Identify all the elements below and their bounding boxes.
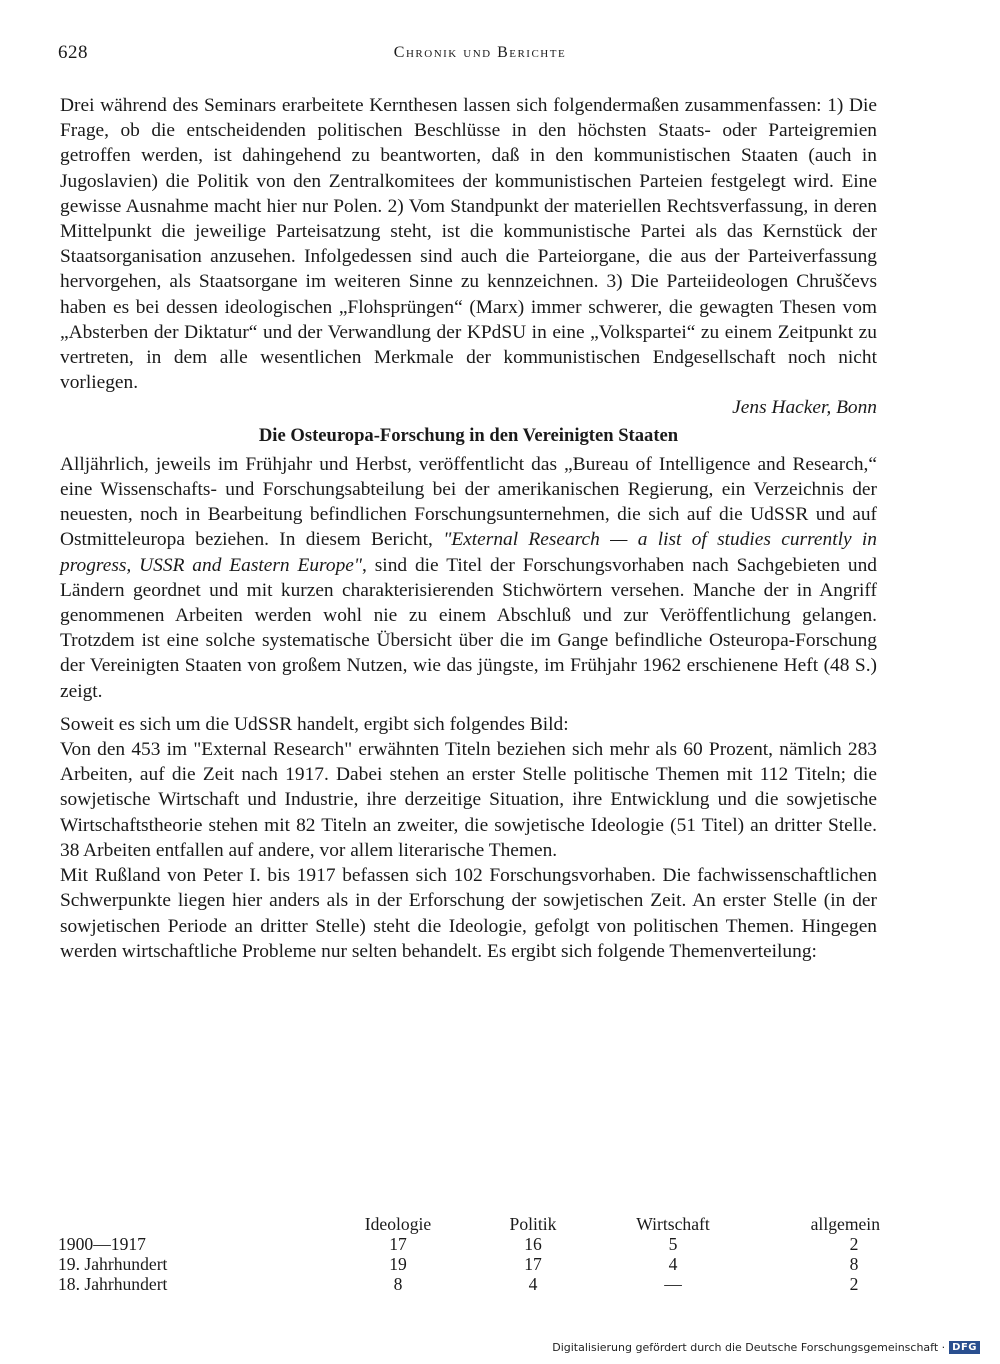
table-cell: 2 (849, 1234, 859, 1254)
seminar-theses-paragraph: Drei während des Seminars erarbeitete Kernthesen lassen sich folgendermaßen zusammenfassen: 1) Die Frage, ob die entscheidenden politischen Beschlüsse in den höchsten Staats- oder Parteigremien getroffen werden, ist dahingehend zu beantworten, daß in den kommunistischen Staaten (auch in Jugoslavien) die Politik von den Zentralkomitees der kommunistischen Parteien festgelegt wird. Eine gewisse Ausnahme macht hier nur Polen. 2) Vom Standpunkt der materiellen Rechtsverfassung, in deren Mittelpunkt die jeweilige Parteisatzung steht, ist die kommunistische Partei als das Kernstück der Staatsorganisation anzusehen. Infolgedessen sind auch die Parteiorgane, die aus der Parteiverfassung hervorgehen, als Staatsorgane im weiteren Sinne zu kennzeichnen. 3) Die Parteiideologen Chruščevs haben es bei dessen ideologischen „Flohsprüngen“ (Marx) immer schwerer, die gewagten Thesen vom „Absterben der Diktatur“ und der Verwandlung der KPdSU in eine „Volkspartei“ zu einem Zeitpunkt zu vertreten, in dem alle wesentlichen Merkmale der kommunistischen Endgesellschaft noch nicht vorliegen. (60, 95, 877, 394)
table-cell: 5 (668, 1234, 678, 1254)
table-row (58, 1254, 880, 1274)
table-header-cell: Ideologie (364, 1214, 432, 1234)
section-heading: Die Osteuropa-Forschung in den Vereinigten Staaten (258, 424, 679, 446)
table-cell: 8 (393, 1274, 403, 1294)
topic-distribution-table (58, 1214, 880, 1294)
dfg-logo: DFG (949, 1341, 980, 1354)
table-header-cell: Politik (509, 1214, 557, 1234)
table-row (58, 1234, 880, 1254)
intro-paragraph (60, 452, 877, 704)
table-header-cell: allgemein (810, 1214, 880, 1234)
intro-text-start: Alljährlich, jeweils im Frühjahr und Herbst, veröffentlicht das „Bureau of Intelligence and Research,“ eine Wissenschafts- und Forschungsabteilung bei der amerikanischen Regierung, ein Verzeichnis der neuesten, noch in Bearbeitung befindlichen Forschungsunternehmen, die sich auf die UdSSR und auf Ostmitteleuropa beziehen. In diesem Bericht, (60, 453, 877, 551)
footer-credit: Digitalisierung gefördert durch die Deutsche Forschungsgemeinschaft · (552, 1341, 946, 1354)
digitization-footer (552, 1341, 980, 1354)
table-cell: 18. Jahrhundert (58, 1274, 168, 1294)
table-cell: 17 (389, 1234, 407, 1254)
table-cell: 8 (849, 1254, 859, 1274)
table-cell: 1900—1917 (58, 1234, 146, 1254)
ussr-overview-paragraph: Soweit es sich um die UdSSR handelt, ergibt sich folgendes Bild: (60, 713, 569, 735)
table-cell: 16 (524, 1234, 542, 1254)
soviet-period-paragraph: Von den 453 im "External Research" erwähnten Titeln beziehen sich mehr als 60 Prozent, nämlich 283 Arbeiten, auf die Zeit nach 1917. Dabei stehen an erster Stelle politische Themen mit 112 Titeln; die sowjetische Wirtschaft und Industrie, ihre derzeitige Situation, ihre Entwicklung und die sowjetische Wirtschaftstheorie stehen mit 82 Titeln an zweiter, die sowjetische Ideologie (51 Titel) an dritter Stelle. 38 Arbeiten entfallen auf andere, vor allem literarische Themen. (60, 739, 877, 861)
table-header-row (58, 1214, 880, 1234)
table-cell: 19 (389, 1254, 407, 1274)
page-number: 628 (58, 42, 88, 63)
tsarist-period-paragraph: Mit Rußland von Peter I. bis 1917 befassen sich 102 Forschungsvorhaben. Die fachwissenschaftlichen Schwerpunkte liegen hier anders als in der Erforschung der sowjetischen Zeit. An erster Stelle (in der sowjetischen Periode an dritter Stelle) steht die Ideologie, gefolgt von politischen Themen. Hingegen werden wirtschaftliche Probleme nur selten behandelt. Es ergibt sich folgende Themenverteilung: (60, 865, 877, 962)
running-head: Chronik und Berichte (393, 44, 567, 61)
article-body (60, 93, 877, 964)
table-row (58, 1274, 880, 1294)
table-header-cell (58, 1214, 328, 1234)
table-header-cell: Wirtschaft (636, 1214, 710, 1234)
intro-text-end: , sind die Titel der Forschungsvorhaben nach Sachgebieten und Ländern geordnet und mit kurzen charakterisierenden Stichwörtern versehen. Manche der in Angriff genommenen Arbeiten werden wohl nie zu einem Abschluß und zur Veröffentlichung gelangen. Trotzdem ist eine solche systematische Übersicht über die im Gange befindliche Osteuropa-Forschung der Vereinigten Staaten von großem Nutzen, wie das jüngste, im Frühjahr 1962 erschienene Heft (48 S.) zeigt. (60, 554, 877, 702)
table-cell: 2 (849, 1274, 859, 1294)
table-cell: 19. Jahrhundert (58, 1254, 168, 1274)
report-title: "External Research — a list of studies currently in progress, USSR and Eastern Europe" (60, 529, 877, 576)
table-cell: 4 (528, 1274, 538, 1294)
table-cell: 4 (668, 1254, 678, 1274)
table-cell: — (664, 1274, 682, 1294)
author-signature: Jens Hacker, Bonn (732, 397, 877, 419)
table-cell: 17 (524, 1254, 542, 1274)
